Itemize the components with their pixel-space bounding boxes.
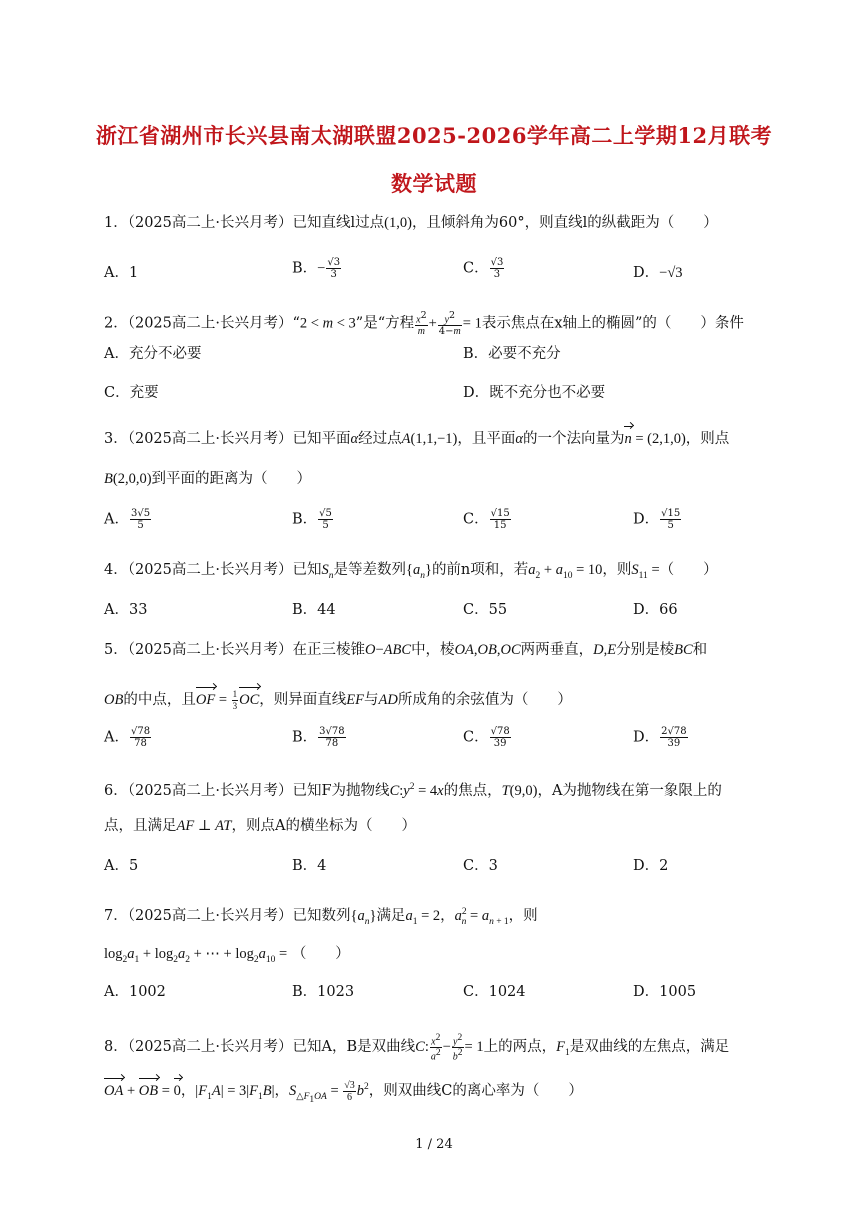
stem-text: 已知F为抛物线 bbox=[292, 782, 390, 799]
question-number: 2． bbox=[104, 315, 128, 332]
fraction: $\frac{√15}{5}$ bbox=[661, 508, 681, 531]
question-8-stem-cont: OA + OB = 0，$|F_1A| = 3|F_1B|$，$S_{\triangle F_1OA}$ = $\frac{√3}{6}$ $b^2$，则双曲线C的离心率为（ ） bbox=[104, 1080, 583, 1105]
q7-option-d: D．1005 bbox=[633, 984, 697, 1000]
q3-option-a: A． $\frac{3√5}{5}$ bbox=[104, 508, 151, 531]
stem-text: ，则 bbox=[508, 907, 538, 924]
question-8-stem: 8．（2025高二上·长兴月考）已知A，B是双曲线C: $\frac{x^2}{a^2}$ − $\frac{y^2}{b^2}$ = 1上的两点，$F_1$是双曲线的左焦点，满足 bbox=[104, 1033, 730, 1063]
fraction: $\frac{√3}{3}$ bbox=[327, 257, 341, 280]
fraction: $\frac{y^2}{4-m}$ bbox=[438, 310, 461, 338]
option-value: 充要 bbox=[129, 385, 159, 401]
stem-text: 已知数列 bbox=[292, 907, 351, 924]
option-value: 既不充分也不必要 bbox=[489, 385, 606, 401]
math-point: (1,0) bbox=[384, 215, 412, 231]
stem-text: （ ） bbox=[659, 562, 718, 578]
q6-option-d: D．2 bbox=[633, 858, 669, 874]
q5-option-a: A． $\frac{√78}{78}$ bbox=[104, 726, 151, 749]
page-number: 1 / 24 bbox=[415, 1137, 453, 1152]
stem-text: 与 bbox=[364, 691, 379, 708]
stem-text: ，且平面 bbox=[457, 431, 516, 447]
stem-text: ，则点A的横坐标为（ ） bbox=[231, 818, 416, 834]
stem-text: ，则异面直线 bbox=[259, 691, 347, 708]
question-5-stem: 5．（2025高二上·长兴月考）在正三棱锥O−ABC中，棱OA,OB,OC两两垂直，D,E分别是棱BC和 bbox=[104, 642, 708, 658]
question-number: 7． bbox=[104, 907, 128, 924]
source-tag: （2025高二上·长兴月考） bbox=[127, 907, 293, 924]
q6-option-c: C．3 bbox=[463, 858, 498, 874]
q2-option-b: B．必要不充分 bbox=[463, 346, 561, 362]
option-value: 55 bbox=[488, 602, 508, 618]
q1-option-d: D．−√3 bbox=[633, 265, 683, 281]
option-value: 1005 bbox=[659, 984, 697, 1000]
source-tag: （2025高二上·长兴月考） bbox=[127, 215, 293, 231]
stem-text: ， bbox=[440, 907, 455, 924]
option-value: 1023 bbox=[317, 984, 355, 1000]
stem-text: 点，且满足 bbox=[104, 818, 177, 834]
option-value: 4 bbox=[317, 858, 327, 874]
q1-option-b: B．− $\frac{√3}{3}$ bbox=[292, 257, 341, 280]
option-value: 必要不充分 bbox=[488, 346, 561, 362]
q7-option-b: B．1023 bbox=[292, 984, 355, 1000]
stem-text: “ bbox=[292, 315, 300, 332]
q2-option-d: D．既不充分也不必要 bbox=[463, 385, 606, 401]
stem-text: 所成角的余弦值为（ ） bbox=[397, 691, 572, 708]
q4-option-b: B．44 bbox=[292, 602, 336, 618]
option-value: 33 bbox=[128, 602, 148, 618]
q4-option-a: A．33 bbox=[104, 602, 148, 618]
stem-text: 的中点，且 bbox=[123, 691, 196, 708]
q3-option-c: C． $\frac{√15}{15}$ bbox=[463, 508, 510, 531]
stem-text: 上的两点， bbox=[483, 1039, 557, 1056]
source-tag: （2025高二上·长兴月考） bbox=[127, 782, 293, 799]
q1-option-c: C． $\frac{√3}{3}$ bbox=[463, 257, 504, 280]
q4-option-c: C．55 bbox=[463, 602, 508, 618]
q5-option-d: D． $\frac{2√78}{39}$ bbox=[633, 726, 687, 749]
q5-option-b: B． $\frac{3√78}{78}$ bbox=[292, 726, 345, 749]
question-3-stem: 3．（2025高二上·长兴月考）已知平面α经过点A(1,1,−1)，且平面α的一个法向量为n = (2,1,0)，则点 bbox=[104, 431, 730, 447]
option-value: 充分不必要 bbox=[128, 346, 202, 362]
q6-option-b: B．4 bbox=[292, 858, 327, 874]
stem-text: ，则双曲线C的离心率为（ ） bbox=[368, 1082, 583, 1099]
stem-text: 满足 bbox=[376, 907, 406, 924]
fraction: $\frac{√3}{3}$ bbox=[490, 257, 504, 280]
stem-text: ，且倾斜角为60°，则直线l的纵截距为（ ） bbox=[411, 215, 718, 231]
fraction: $\frac{x^2}{m}$ bbox=[416, 310, 427, 338]
source-tag: （2025高二上·长兴月考） bbox=[127, 431, 293, 447]
option-value: 1002 bbox=[128, 984, 166, 1000]
option-value: 44 bbox=[317, 602, 336, 618]
stem-text: 的一个法向量为 bbox=[522, 431, 625, 447]
q7-option-a: A．1002 bbox=[104, 984, 166, 1000]
option-value: 5 bbox=[128, 858, 139, 874]
stem-text: 已知平面 bbox=[292, 431, 351, 447]
stem-text: 已知直线l过点 bbox=[292, 215, 385, 231]
stem-text: 到平面的距离为（ ） bbox=[151, 471, 312, 487]
question-1-stem bbox=[104, 213, 718, 233]
question-2-stem: 2．（2025高二上·长兴月考）“2 < m < 3”是“方程 $\frac{x^2}{m}$ + $\frac{y^2}{4-m}$ = 1表示焦点在x轴上的椭圆”的（ ）条件 bbox=[104, 310, 744, 338]
q3-option-b: B． $\frac{√5}{5}$ bbox=[292, 508, 332, 531]
page-title-line2: 数学试题 bbox=[391, 171, 477, 196]
question-6-stem-cont: 点，且满足AF ⊥ AT，则点A的横坐标为（ ） bbox=[104, 818, 416, 834]
question-7-stem-cont: $\log_2a_1 + \log_2a_2$ + ⋯ + $\log_2a_{10}$ = （ ） bbox=[104, 946, 350, 965]
q3-option-d: D． $\frac{√15}{5}$ bbox=[633, 508, 681, 531]
stem-text: 在正三棱锥 bbox=[292, 642, 365, 658]
stem-text: 的前n项和，若 bbox=[431, 562, 529, 578]
fraction: $\frac{√15}{15}$ bbox=[490, 508, 510, 531]
question-number: 5． bbox=[104, 642, 128, 658]
question-7-stem: 7．（2025高二上·长兴月考）已知数列$\{a_n\}$满足$a_1 = 2$，$a^2_n = a_{n + 1}$，则 bbox=[104, 907, 538, 927]
q6-option-a: A．5 bbox=[104, 858, 139, 874]
fraction: $\frac{√5}{5}$ bbox=[319, 508, 332, 531]
question-3-stem-cont: B(2,0,0)到平面的距离为（ ） bbox=[104, 471, 312, 487]
q2-option-c: C．充要 bbox=[104, 385, 159, 401]
stem-text: 已知 bbox=[292, 562, 322, 578]
stem-text: ，则 bbox=[602, 562, 632, 578]
source-tag: （2025高二上·长兴月考） bbox=[127, 562, 293, 578]
question-6-stem: 6．（2025高二上·长兴月考）已知F为抛物线$C:y^2 = 4x$的焦点，T(9,0)，A为抛物线在第一象限上的 bbox=[104, 782, 722, 799]
stem-text: 是等差数列 bbox=[333, 562, 406, 578]
fraction: $\frac{√78}{39}$ bbox=[490, 726, 510, 749]
question-5-stem-cont: OB的中点，且OF = $\frac{1}{3}$ OC，则异面直线EF与AD所成角的余弦值为（ ） bbox=[104, 689, 572, 711]
option-value: 1024 bbox=[488, 984, 526, 1000]
question-number: 6． bbox=[104, 782, 128, 799]
stem-text: 表示焦点在x轴上的椭圆”的（ ）条件 bbox=[481, 315, 744, 332]
option-value: 3 bbox=[488, 858, 498, 874]
stem-text: ，则点 bbox=[685, 431, 730, 447]
source-tag: （2025高二上·长兴月考） bbox=[127, 315, 293, 332]
stem-text: 两两垂直， bbox=[520, 642, 594, 658]
question-number: 4． bbox=[104, 562, 128, 578]
question-number: 8． bbox=[104, 1039, 128, 1056]
stem-text: （ ） bbox=[291, 946, 350, 962]
stem-text: ，A为抛物线在第一象限上的 bbox=[537, 782, 722, 799]
fraction: $\frac{3√78}{78}$ bbox=[319, 726, 345, 749]
source-tag: （2025高二上·长兴月考） bbox=[127, 642, 293, 658]
fraction: $\frac{2√78}{39}$ bbox=[661, 726, 687, 749]
stem-text: 中，棱 bbox=[411, 642, 455, 658]
stem-text: 是双曲线的左焦点，满足 bbox=[569, 1039, 730, 1056]
q1-option-a: A．1 bbox=[104, 265, 139, 281]
stem-text: 已知A，B是双曲线 bbox=[292, 1039, 416, 1056]
stem-text: 的焦点， bbox=[443, 782, 502, 799]
fraction: $\frac{√78}{78}$ bbox=[130, 726, 151, 749]
question-number: 1． bbox=[104, 215, 128, 231]
fraction: $\frac{3√5}{5}$ bbox=[130, 508, 151, 531]
question-number: 3． bbox=[104, 431, 128, 447]
source-tag: （2025高二上·长兴月考） bbox=[127, 1039, 293, 1056]
math-inequality: 2 < m < 3 bbox=[299, 315, 356, 332]
stem-text: 经过点 bbox=[358, 431, 402, 447]
q5-option-c: C． $\frac{√78}{39}$ bbox=[463, 726, 510, 749]
q4-option-d: D．66 bbox=[633, 602, 678, 618]
option-value: 2 bbox=[659, 858, 669, 874]
question-4-stem: 4．（2025高二上·长兴月考）已知$S_n$是等差数列$\{a_n\}$的前n项和，若$a_2 + a_{10} = 10$，则$S_{11}$ =（ ） bbox=[104, 562, 718, 581]
q2-option-a: A．充分不必要 bbox=[104, 346, 202, 362]
option-value: 66 bbox=[659, 602, 678, 618]
stem-text: ”是“方程 bbox=[355, 315, 415, 332]
stem-text: 分别是棱 bbox=[616, 642, 675, 658]
option-value: 1 bbox=[128, 265, 139, 281]
stem-text: 和 bbox=[692, 642, 708, 658]
q7-option-c: C．1024 bbox=[463, 984, 526, 1000]
page-title-line1: 浙江省湖州市长兴县南太湖联盟2025-2026学年高二上学期12月联考 bbox=[95, 123, 773, 148]
